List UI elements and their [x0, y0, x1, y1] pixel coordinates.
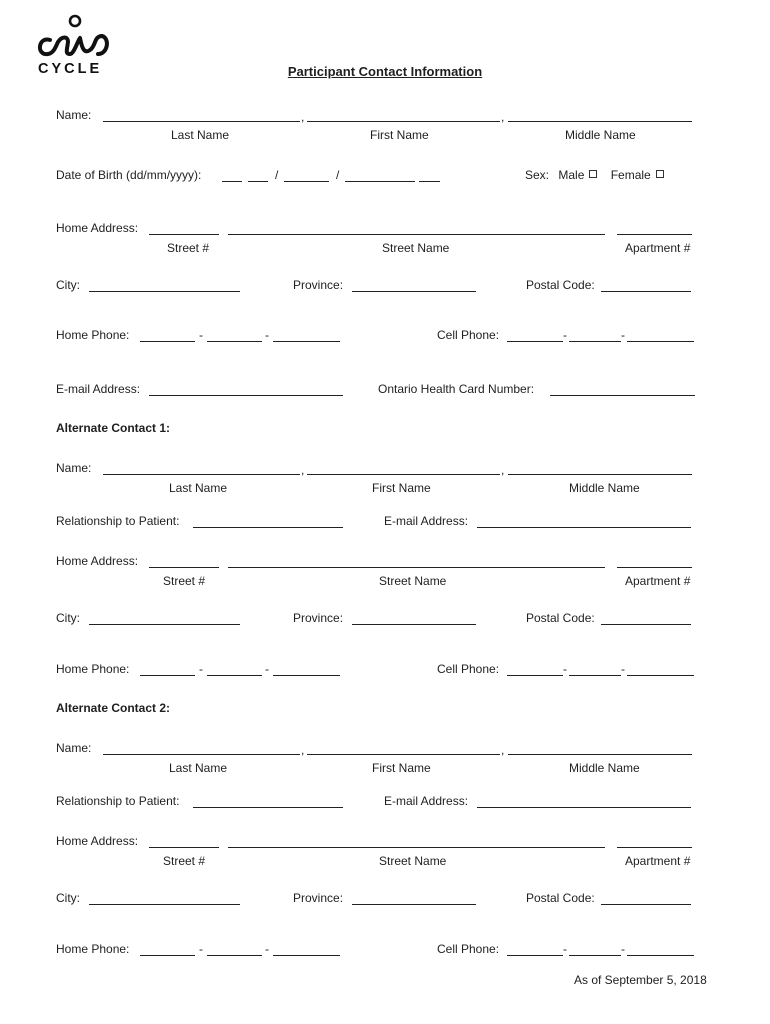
alt1-city-label: City: [56, 611, 80, 625]
alt1-street-name-caption: Street Name [379, 574, 447, 588]
alt1-heading: Alternate Contact 1: [56, 421, 171, 435]
alt2-cell-phone-prefix[interactable] [569, 955, 621, 956]
alt1-email-label: E-mail Address: [384, 514, 469, 528]
alt2-relationship-label: Relationship to Patient: [56, 794, 180, 808]
alt2-middle-name-caption: Middle Name [569, 761, 640, 775]
alt1-name-label: Name: [56, 461, 92, 475]
female-label: Female [610, 168, 651, 182]
alt1-first-name-caption: First Name [372, 481, 431, 495]
alt2-first-name-caption: First Name [372, 761, 431, 775]
alt1-apartment-field[interactable] [617, 567, 692, 568]
sex-field [525, 168, 664, 182]
city-field[interactable] [89, 291, 240, 292]
alt2-city-label: City: [56, 891, 80, 905]
alt2-email-field[interactable] [477, 807, 691, 808]
alt2-city-field[interactable] [89, 904, 240, 905]
alt1-cell-phone-prefix[interactable] [569, 675, 621, 676]
alt2-last-name-caption: Last Name [169, 761, 228, 775]
alt2-apartment-caption: Apartment # [625, 854, 691, 868]
alt2-street-number-caption: Street # [163, 854, 206, 868]
health-card-field[interactable] [550, 395, 695, 396]
dob-month-field[interactable] [284, 181, 329, 182]
alt1-first-name-field[interactable] [307, 474, 500, 475]
alt2-name-label: Name: [56, 741, 92, 755]
email-field[interactable] [149, 395, 343, 396]
cell-phone-prefix[interactable] [569, 341, 621, 342]
alt1-home-phone-prefix[interactable] [207, 675, 262, 676]
alt2-last-name-field[interactable] [103, 754, 300, 755]
alt1-province-label: Province: [293, 611, 344, 625]
alt2-cell-phone-label: Cell Phone: [437, 942, 500, 956]
alt2-home-phone-line[interactable] [273, 955, 340, 956]
alt1-middle-name-field[interactable] [508, 474, 692, 475]
first-name-caption: First Name [370, 128, 429, 142]
alt2-home-phone-label: Home Phone: [56, 942, 130, 956]
health-card-label: Ontario Health Card Number: [378, 382, 535, 396]
alt1-last-name-caption: Last Name [169, 481, 228, 495]
alt1-email-field[interactable] [477, 527, 691, 528]
last-name-field[interactable] [103, 121, 300, 122]
street-number-caption: Street # [167, 241, 210, 255]
home-phone-line[interactable] [273, 341, 340, 342]
first-name-field[interactable] [307, 121, 500, 122]
street-number-field[interactable] [149, 234, 219, 235]
home-address-label: Home Address: [56, 221, 139, 235]
email-label: E-mail Address: [56, 382, 141, 396]
alt1-city-field[interactable] [89, 624, 240, 625]
sex-label: Sex: [525, 168, 550, 182]
last-name-caption: Last Name [171, 128, 230, 142]
alt2-relationship-field[interactable] [193, 807, 343, 808]
dob-day-1[interactable] [222, 181, 242, 182]
apartment-caption: Apartment # [625, 241, 691, 255]
alt2-province-field[interactable] [352, 904, 476, 905]
alt1-province-field[interactable] [352, 624, 476, 625]
alt1-street-number-field[interactable] [149, 567, 219, 568]
alt1-relationship-label: Relationship to Patient: [56, 514, 180, 528]
street-name-field[interactable] [228, 234, 605, 235]
cell-phone-label: Cell Phone: [437, 328, 500, 342]
cell-phone-area[interactable] [507, 341, 563, 342]
alt2-home-address-label: Home Address: [56, 834, 139, 848]
postal-code-label: Postal Code: [526, 278, 595, 292]
alt1-street-number-caption: Street # [163, 574, 206, 588]
alt2-first-name-field[interactable] [307, 754, 500, 755]
city-label: City: [56, 278, 80, 292]
page-title: Participant Contact Information [287, 64, 483, 79]
alt1-cell-phone-line[interactable] [627, 675, 694, 676]
apartment-field[interactable] [617, 234, 692, 235]
cyclist-logo-icon [34, 12, 114, 62]
alt2-heading: Alternate Contact 2: [56, 701, 171, 715]
alt1-cell-phone-area[interactable] [507, 675, 563, 676]
alt2-street-number-field[interactable] [149, 847, 219, 848]
dob-day-2[interactable] [248, 181, 268, 182]
alt2-postal-code-label: Postal Code: [526, 891, 595, 905]
dob-year-field[interactable] [345, 181, 415, 182]
alt2-cell-phone-area[interactable] [507, 955, 563, 956]
logo-wordmark: CYCLE [38, 61, 103, 77]
alt1-postal-code-field[interactable] [601, 624, 691, 625]
alt2-province-label: Province: [293, 891, 344, 905]
cell-phone-line[interactable] [627, 341, 694, 342]
home-phone-area[interactable] [140, 341, 195, 342]
alt1-postal-code-label: Postal Code: [526, 611, 595, 625]
middle-name-caption: Middle Name [565, 128, 636, 142]
alt2-email-label: E-mail Address: [384, 794, 469, 808]
home-phone-label: Home Phone: [56, 328, 130, 342]
alt1-apartment-caption: Apartment # [625, 574, 691, 588]
alt1-home-phone-label: Home Phone: [56, 662, 130, 676]
footer-date: As of September 5, 2018 [574, 973, 707, 987]
alt1-home-phone-line[interactable] [273, 675, 340, 676]
alt2-street-name-field[interactable] [228, 847, 605, 848]
alt1-home-phone-area[interactable] [140, 675, 195, 676]
male-checkbox[interactable] [589, 170, 597, 178]
middle-name-field[interactable] [508, 121, 692, 122]
province-field[interactable] [352, 291, 476, 292]
alt2-home-phone-prefix[interactable] [207, 955, 262, 956]
alt2-street-name-caption: Street Name [379, 854, 447, 868]
alt1-relationship-field[interactable] [193, 527, 343, 528]
name-label: Name: [56, 108, 92, 122]
alt1-home-address-label: Home Address: [56, 554, 139, 568]
alt1-cell-phone-label: Cell Phone: [437, 662, 500, 676]
alt1-street-name-field[interactable] [228, 567, 605, 568]
postal-code-field[interactable] [601, 291, 691, 292]
alt2-cell-phone-line[interactable] [627, 955, 694, 956]
dob-label: Date of Birth (dd/mm/yyyy): [56, 168, 202, 182]
alt1-last-name-field[interactable] [103, 474, 300, 475]
alt2-apartment-field[interactable] [617, 847, 692, 848]
alt2-home-phone-area[interactable] [140, 955, 195, 956]
province-label: Province: [293, 278, 344, 292]
female-checkbox[interactable] [656, 170, 664, 178]
male-label: Male [558, 168, 585, 182]
alt1-middle-name-caption: Middle Name [569, 481, 640, 495]
street-name-caption: Street Name [382, 241, 450, 255]
alt2-middle-name-field[interactable] [508, 754, 692, 755]
dob-year-extra[interactable] [419, 181, 440, 182]
home-phone-prefix[interactable] [207, 341, 262, 342]
alt2-postal-code-field[interactable] [601, 904, 691, 905]
